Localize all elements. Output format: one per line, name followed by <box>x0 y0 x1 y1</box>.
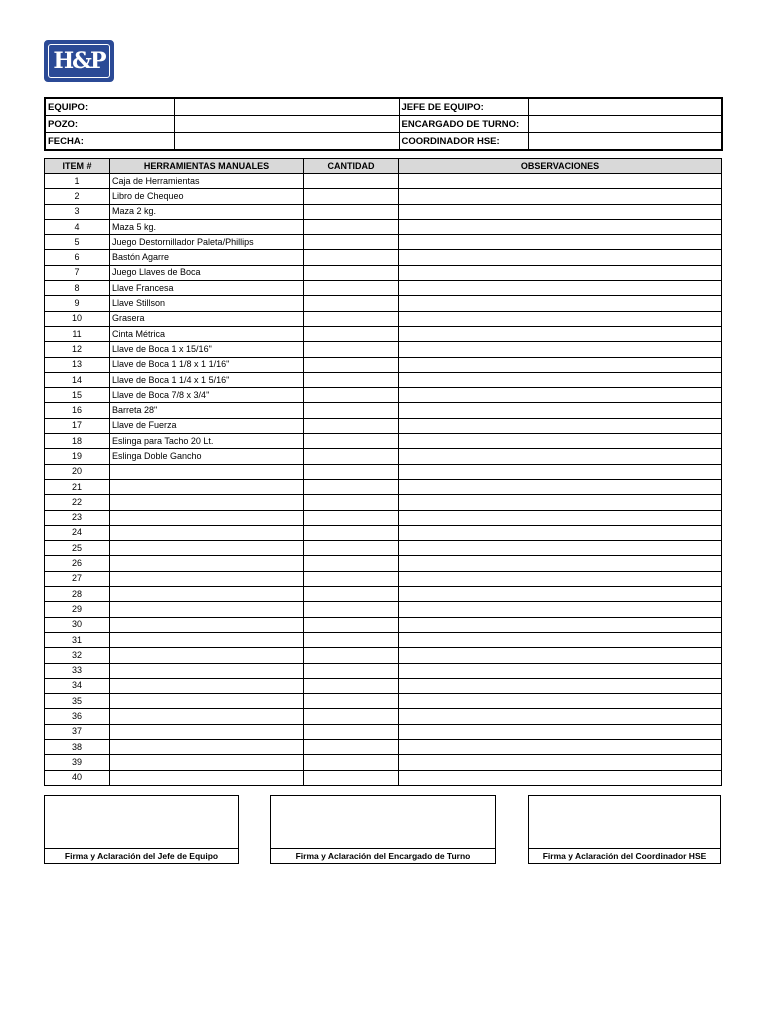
observations-cell[interactable] <box>399 694 722 709</box>
item-number-cell: 12 <box>45 342 110 357</box>
observations-cell[interactable] <box>399 464 722 479</box>
table-row <box>45 525 722 540</box>
tool-name-cell[interactable]: Llave de Fuerza <box>110 418 304 433</box>
tool-name-cell[interactable] <box>110 571 304 586</box>
observations-cell[interactable] <box>399 510 722 525</box>
tool-name-cell[interactable]: Llave de Boca 1 x 15/16" <box>110 342 304 357</box>
observations-cell[interactable] <box>399 311 722 326</box>
item-number-cell: 16 <box>45 403 110 418</box>
table-row <box>45 174 722 189</box>
logo-text: H&P <box>53 48 105 74</box>
item-number-cell: 9 <box>45 296 110 311</box>
table-row <box>45 587 722 602</box>
header-row <box>45 116 722 133</box>
tool-name-cell[interactable]: Llave de Boca 1 1/4 x 1 5/16" <box>110 372 304 387</box>
pozo-field[interactable] <box>174 116 399 133</box>
quantity-cell[interactable] <box>304 755 399 770</box>
tool-name-cell[interactable]: Maza 2 kg. <box>110 204 304 219</box>
item-number-cell: 29 <box>45 602 110 617</box>
item-number-cell: 36 <box>45 709 110 724</box>
item-number-cell: 40 <box>45 770 110 785</box>
item-number-cell: 2 <box>45 189 110 204</box>
observations-cell[interactable] <box>399 388 722 403</box>
item-number-cell: 7 <box>45 265 110 280</box>
table-row <box>45 403 722 418</box>
fecha-label: FECHA: <box>45 133 174 151</box>
signature-box-encargado-turno[interactable] <box>270 795 496 864</box>
observations-cell[interactable] <box>399 418 722 433</box>
observations-cell[interactable] <box>399 755 722 770</box>
observations-cell[interactable] <box>399 770 722 785</box>
quantity-cell[interactable] <box>304 204 399 219</box>
item-number-cell: 26 <box>45 556 110 571</box>
item-number-cell: 39 <box>45 755 110 770</box>
table-row <box>45 357 722 372</box>
quantity-cell[interactable] <box>304 449 399 464</box>
item-number-cell: 15 <box>45 388 110 403</box>
item-number-cell: 5 <box>45 235 110 250</box>
observations-cell[interactable] <box>399 525 722 540</box>
observations-cell[interactable] <box>399 602 722 617</box>
quantity-cell[interactable] <box>304 250 399 265</box>
header-info-table <box>44 97 723 151</box>
tool-name-cell[interactable] <box>110 678 304 693</box>
table-row <box>45 235 722 250</box>
table-row <box>45 204 722 219</box>
table-row <box>45 342 722 357</box>
item-number-cell: 20 <box>45 464 110 479</box>
item-number-cell: 33 <box>45 663 110 678</box>
signature-label-coordinador-hse: Firma y Aclaración del Coordinador HSE <box>529 848 720 863</box>
quantity-cell[interactable] <box>304 525 399 540</box>
table-row <box>45 250 722 265</box>
tool-name-cell[interactable] <box>110 510 304 525</box>
observations-cell[interactable] <box>399 403 722 418</box>
tool-name-cell[interactable] <box>110 464 304 479</box>
tool-name-cell[interactable]: Cinta Métrica <box>110 326 304 341</box>
tool-name-cell[interactable]: Eslinga Doble Gancho <box>110 449 304 464</box>
table-row <box>45 326 722 341</box>
table-row <box>45 189 722 204</box>
equipo-label: EQUIPO: <box>45 98 174 116</box>
item-number-cell: 17 <box>45 418 110 433</box>
item-number-cell: 11 <box>45 326 110 341</box>
tool-name-cell[interactable] <box>110 755 304 770</box>
quantity-cell[interactable] <box>304 663 399 678</box>
quantity-cell[interactable] <box>304 296 399 311</box>
signature-label-jefe-equipo: Firma y Aclaración del Jefe de Equipo <box>45 848 238 863</box>
quantity-cell[interactable] <box>304 434 399 449</box>
quantity-cell[interactable] <box>304 495 399 510</box>
header-row <box>45 133 722 151</box>
quantity-cell[interactable] <box>304 189 399 204</box>
tool-name-cell[interactable] <box>110 495 304 510</box>
quantity-cell[interactable] <box>304 388 399 403</box>
item-number-cell: 8 <box>45 281 110 296</box>
table-row <box>45 678 722 693</box>
table-row <box>45 617 722 632</box>
quantity-cell[interactable] <box>304 479 399 494</box>
item-number-cell: 18 <box>45 434 110 449</box>
quantity-cell[interactable] <box>304 632 399 647</box>
quantity-cell[interactable] <box>304 602 399 617</box>
tool-name-cell[interactable]: Libro de Chequeo <box>110 189 304 204</box>
logo-frame <box>48 44 110 78</box>
item-number-cell: 32 <box>45 648 110 663</box>
table-row <box>45 724 722 739</box>
quantity-cell[interactable] <box>304 724 399 739</box>
quantity-cell[interactable] <box>304 311 399 326</box>
tool-name-cell[interactable] <box>110 739 304 754</box>
observations-cell[interactable] <box>399 587 722 602</box>
tool-name-cell[interactable]: Grasera <box>110 311 304 326</box>
table-row <box>45 479 722 494</box>
item-number-cell: 31 <box>45 632 110 647</box>
signature-box-jefe-equipo[interactable] <box>44 795 239 864</box>
tool-name-cell[interactable]: Llave de Boca 1 1/8 x 1 1/16" <box>110 357 304 372</box>
item-number-cell: 35 <box>45 694 110 709</box>
jefe-equipo-label: JEFE DE EQUIPO: <box>399 98 528 116</box>
observations-cell[interactable] <box>399 632 722 647</box>
tool-name-cell[interactable] <box>110 724 304 739</box>
tool-name-cell[interactable] <box>110 770 304 785</box>
tool-name-cell[interactable]: Llave de Boca 7/8 x 3/4" <box>110 388 304 403</box>
item-number-cell: 38 <box>45 739 110 754</box>
tool-name-cell[interactable] <box>110 556 304 571</box>
signature-label-encargado-turno: Firma y Aclaración del Encargado de Turno <box>271 848 495 863</box>
quantity-cell[interactable] <box>304 219 399 234</box>
observations-cell[interactable] <box>399 663 722 678</box>
observations-cell[interactable] <box>399 235 722 250</box>
item-number-cell: 1 <box>45 174 110 189</box>
item-number-cell: 14 <box>45 372 110 387</box>
quantity-cell[interactable] <box>304 709 399 724</box>
coordinador-hse-label: COORDINADOR HSE: <box>399 133 528 151</box>
table-row <box>45 449 722 464</box>
quantity-cell[interactable] <box>304 770 399 785</box>
quantity-cell[interactable] <box>304 403 399 418</box>
tool-name-cell[interactable]: Llave Stillson <box>110 296 304 311</box>
table-header-row <box>45 159 722 174</box>
fecha-field[interactable] <box>174 133 399 151</box>
tool-name-cell[interactable] <box>110 541 304 556</box>
item-number-cell: 21 <box>45 479 110 494</box>
jefe-equipo-field[interactable] <box>528 98 722 116</box>
table-row <box>45 571 722 586</box>
observations-cell[interactable] <box>399 174 722 189</box>
table-row <box>45 495 722 510</box>
table-row <box>45 602 722 617</box>
tools-table <box>44 158 722 786</box>
header-row <box>45 98 722 116</box>
table-row <box>45 510 722 525</box>
quantity-cell[interactable] <box>304 556 399 571</box>
company-logo <box>44 40 114 82</box>
observations-cell[interactable] <box>399 342 722 357</box>
quantity-cell[interactable] <box>304 326 399 341</box>
item-number-cell: 10 <box>45 311 110 326</box>
observations-cell[interactable] <box>399 434 722 449</box>
observations-cell[interactable] <box>399 449 722 464</box>
observations-cell[interactable] <box>399 189 722 204</box>
table-row <box>45 296 722 311</box>
table-row <box>45 739 722 754</box>
item-number-cell: 37 <box>45 724 110 739</box>
tool-name-cell[interactable] <box>110 694 304 709</box>
tool-name-cell[interactable] <box>110 709 304 724</box>
quantity-cell[interactable] <box>304 648 399 663</box>
tools-table-body <box>45 174 722 786</box>
item-number-cell: 13 <box>45 357 110 372</box>
observations-cell[interactable] <box>399 724 722 739</box>
signature-box-coordinador-hse[interactable] <box>528 795 721 864</box>
tool-name-cell[interactable] <box>110 479 304 494</box>
quantity-cell[interactable] <box>304 739 399 754</box>
item-number-cell: 28 <box>45 587 110 602</box>
quantity-cell[interactable] <box>304 235 399 250</box>
coordinador-hse-field[interactable] <box>528 133 722 151</box>
table-row <box>45 388 722 403</box>
observations-cell[interactable] <box>399 648 722 663</box>
observations-cell[interactable] <box>399 678 722 693</box>
tool-name-cell[interactable] <box>110 525 304 540</box>
quantity-cell[interactable] <box>304 372 399 387</box>
observations-cell[interactable] <box>399 556 722 571</box>
quantity-cell[interactable] <box>304 265 399 280</box>
quantity-cell[interactable] <box>304 342 399 357</box>
col-header-observaciones: OBSERVACIONES <box>399 159 722 174</box>
table-row <box>45 464 722 479</box>
observations-cell[interactable] <box>399 219 722 234</box>
table-row <box>45 648 722 663</box>
item-number-cell: 30 <box>45 617 110 632</box>
observations-cell[interactable] <box>399 709 722 724</box>
observations-cell[interactable] <box>399 265 722 280</box>
table-row <box>45 755 722 770</box>
table-row <box>45 632 722 647</box>
item-number-cell: 24 <box>45 525 110 540</box>
item-number-cell: 27 <box>45 571 110 586</box>
tool-name-cell[interactable]: Barreta 28" <box>110 403 304 418</box>
observations-cell[interactable] <box>399 495 722 510</box>
table-row <box>45 311 722 326</box>
tool-name-cell[interactable]: Juego Llaves de Boca <box>110 265 304 280</box>
observations-cell[interactable] <box>399 617 722 632</box>
pozo-label: POZO: <box>45 116 174 133</box>
observations-cell[interactable] <box>399 281 722 296</box>
col-header-herramientas: HERRAMIENTAS MANUALES <box>110 159 304 174</box>
table-row <box>45 770 722 785</box>
observations-cell[interactable] <box>399 571 722 586</box>
tool-name-cell[interactable]: Bastón Agarre <box>110 250 304 265</box>
table-row <box>45 709 722 724</box>
item-number-cell: 6 <box>45 250 110 265</box>
col-header-cantidad: CANTIDAD <box>304 159 399 174</box>
quantity-cell[interactable] <box>304 418 399 433</box>
item-number-cell: 4 <box>45 219 110 234</box>
table-row <box>45 281 722 296</box>
tool-name-cell[interactable] <box>110 617 304 632</box>
equipo-field[interactable] <box>174 98 399 116</box>
tool-name-cell[interactable] <box>110 587 304 602</box>
quantity-cell[interactable] <box>304 281 399 296</box>
observations-cell[interactable] <box>399 296 722 311</box>
tool-name-cell[interactable]: Caja de Herramientas <box>110 174 304 189</box>
table-row <box>45 434 722 449</box>
tool-name-cell[interactable]: Llave Francesa <box>110 281 304 296</box>
item-number-cell: 22 <box>45 495 110 510</box>
tool-name-cell[interactable] <box>110 663 304 678</box>
table-row <box>45 663 722 678</box>
tool-name-cell[interactable] <box>110 648 304 663</box>
quantity-cell[interactable] <box>304 174 399 189</box>
observations-cell[interactable] <box>399 739 722 754</box>
observations-cell[interactable] <box>399 326 722 341</box>
item-number-cell: 23 <box>45 510 110 525</box>
tool-name-cell[interactable]: Eslinga para Tacho 20 Lt. <box>110 434 304 449</box>
quantity-cell[interactable] <box>304 694 399 709</box>
item-number-cell: 19 <box>45 449 110 464</box>
quantity-cell[interactable] <box>304 617 399 632</box>
table-row <box>45 418 722 433</box>
tool-name-cell[interactable] <box>110 602 304 617</box>
observations-cell[interactable] <box>399 479 722 494</box>
observations-cell[interactable] <box>399 204 722 219</box>
observations-cell[interactable] <box>399 372 722 387</box>
observations-cell[interactable] <box>399 541 722 556</box>
item-number-cell: 25 <box>45 541 110 556</box>
tool-name-cell[interactable]: Juego Destornillador Paleta/Phillips <box>110 235 304 250</box>
quantity-cell[interactable] <box>304 510 399 525</box>
quantity-cell[interactable] <box>304 678 399 693</box>
table-row <box>45 265 722 280</box>
encargado-turno-field[interactable] <box>528 116 722 133</box>
table-row <box>45 541 722 556</box>
table-row <box>45 372 722 387</box>
quantity-cell[interactable] <box>304 541 399 556</box>
observations-cell[interactable] <box>399 357 722 372</box>
quantity-cell[interactable] <box>304 357 399 372</box>
table-row <box>45 694 722 709</box>
table-row <box>45 556 722 571</box>
encargado-turno-label: ENCARGADO DE TURNO: <box>399 116 528 133</box>
observations-cell[interactable] <box>399 250 722 265</box>
item-number-cell: 3 <box>45 204 110 219</box>
quantity-cell[interactable] <box>304 587 399 602</box>
quantity-cell[interactable] <box>304 571 399 586</box>
item-number-cell: 34 <box>45 678 110 693</box>
tool-name-cell[interactable] <box>110 632 304 647</box>
tool-name-cell[interactable]: Maza 5 kg. <box>110 219 304 234</box>
table-row <box>45 219 722 234</box>
col-header-item: ITEM # <box>45 159 110 174</box>
quantity-cell[interactable] <box>304 464 399 479</box>
